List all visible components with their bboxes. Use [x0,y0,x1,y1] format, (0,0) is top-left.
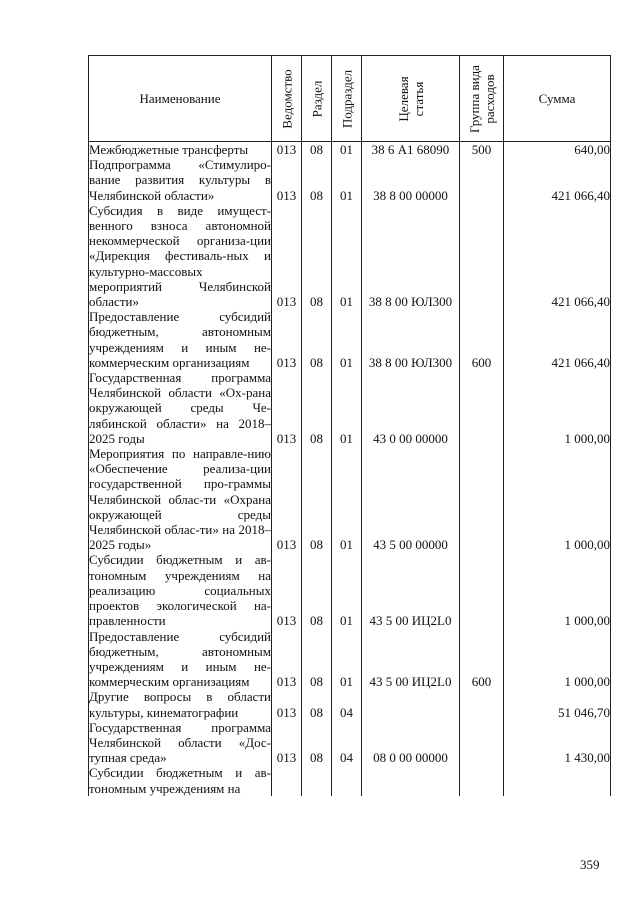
row-ved: 013 [272,157,302,203]
row-podrazdel: 01 [332,552,362,628]
row-podrazdel: 01 [332,446,362,552]
row-celevaya [362,689,460,719]
row-gruppa [460,157,504,203]
row-podrazdel: 04 [332,689,362,719]
row-name: Субсидии бюджетным и ав-тономным учреждениям на [89,765,271,796]
row-ved: 013 [272,142,302,158]
row-razdel: 08 [302,203,332,309]
row-celevaya: 38 8 00 ЮЛ300 [362,309,460,370]
row-ved [272,765,302,795]
row-name: Другие вопросы в области культуры, кинематографии [89,689,271,720]
row-summa: 1 000,00 [504,446,611,552]
row-ved: 013 [272,446,302,552]
row-gruppa: 500 [460,142,504,158]
table-row [89,689,611,719]
table-body [89,142,611,796]
row-razdel: 08 [302,720,332,766]
row-ved: 013 [272,689,302,719]
row-ved: 013 [272,203,302,309]
table-row [89,629,611,690]
row-podrazdel: 01 [332,203,362,309]
row-summa: 51 046,70 [504,689,611,719]
row-ved: 013 [272,720,302,766]
row-podrazdel [332,765,362,795]
row-razdel: 08 [302,689,332,719]
header-podrazdel: Подраздел [332,56,362,142]
row-ved: 013 [272,370,302,446]
row-celevaya: 43 5 00 ИЦ2L0 [362,629,460,690]
table-row [89,765,611,795]
row-celevaya: 43 0 00 00000 [362,370,460,446]
row-gruppa: 600 [460,309,504,370]
header-row [89,56,611,142]
row-summa: 421 066,40 [504,157,611,203]
table-row [89,157,611,203]
table-row [89,446,611,552]
row-razdel: 08 [302,552,332,628]
row-name: Субсидии бюджетным и ав-тономным учреждениям на реализацию социальных проектов экологической на-правленности [89,552,271,629]
row-ved: 013 [272,309,302,370]
budget-table [88,55,611,796]
row-ved: 013 [272,552,302,628]
row-celevaya: 38 8 00 ЮЛ300 [362,203,460,309]
row-gruppa [460,552,504,628]
row-gruppa: 600 [460,629,504,690]
row-summa: 1 430,00 [504,720,611,766]
table-row [89,309,611,370]
row-podrazdel: 01 [332,157,362,203]
row-summa [504,765,611,795]
row-podrazdel: 01 [332,309,362,370]
page-number: 359 [580,857,600,872]
row-razdel: 08 [302,157,332,203]
header-celevaya: Целевая статья [362,56,460,142]
row-podrazdel: 01 [332,142,362,158]
row-summa: 1 000,00 [504,552,611,628]
table-row [89,552,611,628]
row-gruppa [460,765,504,795]
row-summa: 421 066,40 [504,203,611,309]
row-razdel [302,765,332,795]
row-summa: 1 000,00 [504,370,611,446]
row-gruppa [460,720,504,766]
row-ved: 013 [272,629,302,690]
row-razdel: 08 [302,629,332,690]
header-razdel: Раздел [302,56,332,142]
table-row [89,142,611,158]
row-name: Подпрограмма «Стимулиро-вание развития культуры в Челябинской области» [89,157,271,203]
row-celevaya: 43 5 00 00000 [362,446,460,552]
row-name: Предоставление субсидий бюджетным, автономным учреждениям и иным не-коммерческим организациям [89,309,271,370]
row-razdel: 08 [302,370,332,446]
row-name: Межбюджетные трансферты [89,142,272,158]
table-row [89,203,611,309]
row-razdel: 08 [302,142,332,158]
row-celevaya: 38 8 00 00000 [362,157,460,203]
row-celevaya: 08 0 00 00000 [362,720,460,766]
row-summa: 1 000,00 [504,629,611,690]
row-gruppa [460,370,504,446]
header-ved: Ведомство [272,56,302,142]
row-name: Государственная программа Челябинской области «Ох-рана окружающей среды Че-лябинской области» на 2018–2025 годы [89,370,271,446]
row-gruppa [460,203,504,309]
row-celevaya [362,765,460,795]
table-row [89,720,611,766]
row-gruppa [460,446,504,552]
header-summa: Сумма [504,56,611,142]
row-celevaya: 38 6 А1 68090 [362,142,460,158]
row-gruppa [460,689,504,719]
row-podrazdel: 04 [332,720,362,766]
row-podrazdel: 01 [332,629,362,690]
header-gruppa: Группа вида расходов [460,56,504,142]
row-name: Мероприятия по направле-нию «Обеспечение реализа-ции государственной про-граммы Челябинской облас-ти «Охрана окружающей среды Челябинской облас-ти» на 2018–2025 годы» [89,446,271,553]
row-celevaya: 43 5 00 ИЦ2L0 [362,552,460,628]
table-row [89,370,611,446]
row-razdel: 08 [302,446,332,552]
table-header [89,56,611,142]
header-name: Наименование [89,56,272,142]
row-name: Предоставление субсидий бюджетным, автономным учреждениям и иным не-коммерческим организациям [89,628,271,690]
row-podrazdel: 01 [332,370,362,446]
row-name: Государственная программа Челябинской области «Дос-тупная среда» [89,719,271,766]
row-name: Субсидия в виде имущест-венного взноса автономной некоммерческой организа-ции «Дирекция фестиваль-ных и культурно-массовых мероприятий Челябинской области» [89,202,271,310]
row-summa: 640,00 [504,142,611,158]
row-razdel: 08 [302,309,332,370]
row-summa: 421 066,40 [504,309,611,370]
